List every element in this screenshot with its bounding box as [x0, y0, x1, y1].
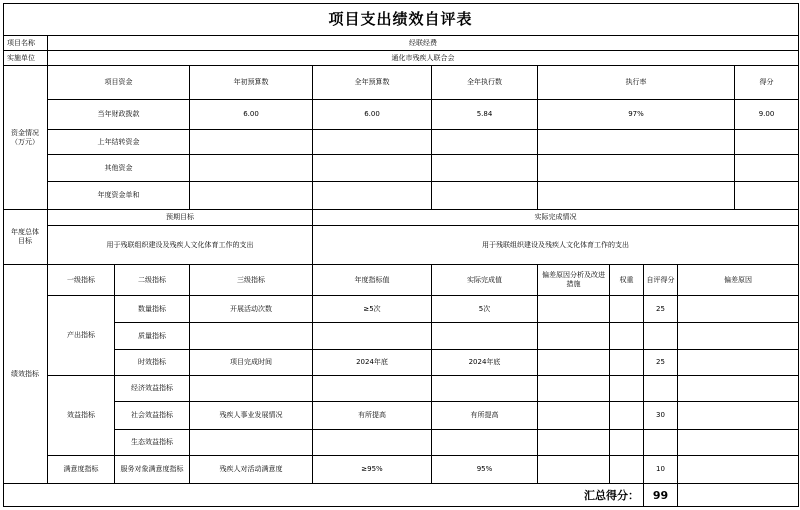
indicator-actual-value — [432, 430, 538, 456]
indicator-self-score — [644, 323, 678, 350]
indicator-level2: 数量指标 — [115, 296, 190, 323]
indicator-deviation-reason — [678, 402, 799, 430]
project-name-label: 项目名称 — [3, 36, 48, 51]
funds-header-score: 得分 — [735, 66, 799, 100]
indicator-level2: 时效指标 — [115, 350, 190, 376]
indicator-deviation-analysis — [538, 456, 610, 484]
indicator-self-score: 30 — [644, 402, 678, 430]
indicator-header-level3: 三级指标 — [190, 265, 313, 296]
funds-score — [735, 130, 799, 155]
funds-annual-budget: 6.00 — [313, 100, 432, 130]
indicator-deviation-analysis — [538, 350, 610, 376]
indicator-deviation-reason — [678, 323, 799, 350]
funds-executed: 5.84 — [432, 100, 538, 130]
indicator-level2: 质量指标 — [115, 323, 190, 350]
funds-row-label: 上年结转资金 — [48, 130, 190, 155]
indicator-annual-target: 2024年底 — [313, 350, 432, 376]
indicator-level3 — [190, 323, 313, 350]
funds-initial-budget — [190, 182, 313, 210]
indicator-level3: 残疾人对活动满意度 — [190, 456, 313, 484]
funds-initial-budget: 6.00 — [190, 100, 313, 130]
indicator-weight — [610, 296, 644, 323]
indicators-section-label: 绩效指标 — [3, 265, 48, 484]
indicator-actual-value: 2024年底 — [432, 350, 538, 376]
indicator-annual-target: ≥5次 — [313, 296, 432, 323]
indicator-level3: 项目完成时间 — [190, 350, 313, 376]
total-score-value: 99 — [644, 484, 678, 507]
indicator-deviation-reason — [678, 350, 799, 376]
indicator-annual-target: 有所提高 — [313, 402, 432, 430]
expected-goal-header: 预期目标 — [48, 210, 313, 226]
indicator-self-score: 25 — [644, 350, 678, 376]
indicator-deviation-reason — [678, 456, 799, 484]
indicator-header-deviation-analysis: 偏差原因分析及改进措施 — [538, 265, 610, 296]
funds-score — [735, 182, 799, 210]
funds-annual-budget — [313, 155, 432, 182]
indicator-weight — [610, 323, 644, 350]
indicator-weight — [610, 350, 644, 376]
indicator-header-level2: 二级指标 — [115, 265, 190, 296]
indicator-level2: 经济效益指标 — [115, 376, 190, 402]
funds-row-label: 其他资金 — [48, 155, 190, 182]
total-score-label: 汇总得分： — [544, 484, 644, 507]
implementing-unit-value: 通化市残疾人联合会 — [48, 51, 799, 66]
funds-annual-budget — [313, 130, 432, 155]
indicator-header-deviation-reason: 偏差原因 — [678, 265, 799, 296]
indicator-header-annual-target: 年度指标值 — [313, 265, 432, 296]
indicator-actual-value: 95% — [432, 456, 538, 484]
indicator-deviation-reason — [678, 430, 799, 456]
funds-executed — [432, 155, 538, 182]
indicator-deviation-analysis — [538, 402, 610, 430]
indicator-deviation-analysis — [538, 323, 610, 350]
indicator-deviation-analysis — [538, 376, 610, 402]
page-title: 项目支出绩效自评表 — [3, 3, 799, 36]
indicator-weight — [610, 456, 644, 484]
indicator-annual-target — [313, 430, 432, 456]
funds-header-annual-budget: 全年预算数 — [313, 66, 432, 100]
funds-score: 9.00 — [735, 100, 799, 130]
funds-section-label: 资金情况 （万元） — [3, 66, 48, 210]
indicator-weight — [610, 402, 644, 430]
funds-header-source: 项目资金 — [48, 66, 190, 100]
funds-row-label: 年度资金单和 — [48, 182, 190, 210]
indicator-header-self-score: 自评得分 — [644, 265, 678, 296]
actual-completion-text: 用于残联组织建设及残疾人文化体育工作的支出 — [313, 226, 799, 265]
funds-row-label: 当年财政拨款 — [48, 100, 190, 130]
funds-header-executed: 全年执行数 — [432, 66, 538, 100]
indicator-deviation-reason — [678, 376, 799, 402]
indicator-weight — [610, 430, 644, 456]
indicator-actual-value: 5次 — [432, 296, 538, 323]
indicator-level1: 产出指标 — [48, 296, 115, 376]
indicator-actual-value — [432, 376, 538, 402]
funds-initial-budget — [190, 130, 313, 155]
actual-completion-header: 实际完成情况 — [313, 210, 799, 226]
funds-initial-budget — [190, 155, 313, 182]
indicator-annual-target: ≥95% — [313, 456, 432, 484]
implementing-unit-label: 实施单位 — [3, 51, 48, 66]
funds-execution-rate: 97% — [538, 100, 735, 130]
expected-goal-text: 用于残联组织建设及残疾人文化体育工作的支出 — [48, 226, 313, 265]
indicator-deviation-analysis — [538, 296, 610, 323]
indicator-deviation-reason — [678, 296, 799, 323]
funds-executed — [432, 130, 538, 155]
indicator-level3: 残疾人事业发展情况 — [190, 402, 313, 430]
indicator-level2: 生态效益指标 — [115, 430, 190, 456]
indicator-self-score: 25 — [644, 296, 678, 323]
indicator-level2: 社会效益指标 — [115, 402, 190, 430]
total-blank — [678, 484, 799, 507]
indicator-self-score — [644, 376, 678, 402]
funds-execution-rate — [538, 182, 735, 210]
indicator-header-weight: 权重 — [610, 265, 644, 296]
indicator-header-actual-value: 实际完成值 — [432, 265, 538, 296]
project-name-value: 经联经费 — [48, 36, 799, 51]
indicator-level1: 效益指标 — [48, 376, 115, 456]
indicator-annual-target — [313, 376, 432, 402]
indicator-level3: 开展活动次数 — [190, 296, 313, 323]
funds-execution-rate — [538, 155, 735, 182]
funds-execution-rate — [538, 130, 735, 155]
indicator-level3 — [190, 376, 313, 402]
indicator-weight — [610, 376, 644, 402]
funds-header-initial-budget: 年初预算数 — [190, 66, 313, 100]
indicator-level1: 满意度指标 — [48, 456, 115, 484]
indicator-level2: 服务对象满意度指标 — [115, 456, 190, 484]
indicator-self-score: 10 — [644, 456, 678, 484]
funds-header-execution-rate: 执行率 — [538, 66, 735, 100]
funds-executed — [432, 182, 538, 210]
indicator-level3 — [190, 430, 313, 456]
indicator-actual-value — [432, 323, 538, 350]
indicator-actual-value: 有所提高 — [432, 402, 538, 430]
funds-annual-budget — [313, 182, 432, 210]
indicator-self-score — [644, 430, 678, 456]
funds-score — [735, 155, 799, 182]
indicator-annual-target — [313, 323, 432, 350]
indicator-deviation-analysis — [538, 430, 610, 456]
annual-goals-label: 年度总体 目标 — [3, 210, 48, 265]
indicator-header-level1: 一级指标 — [48, 265, 115, 296]
